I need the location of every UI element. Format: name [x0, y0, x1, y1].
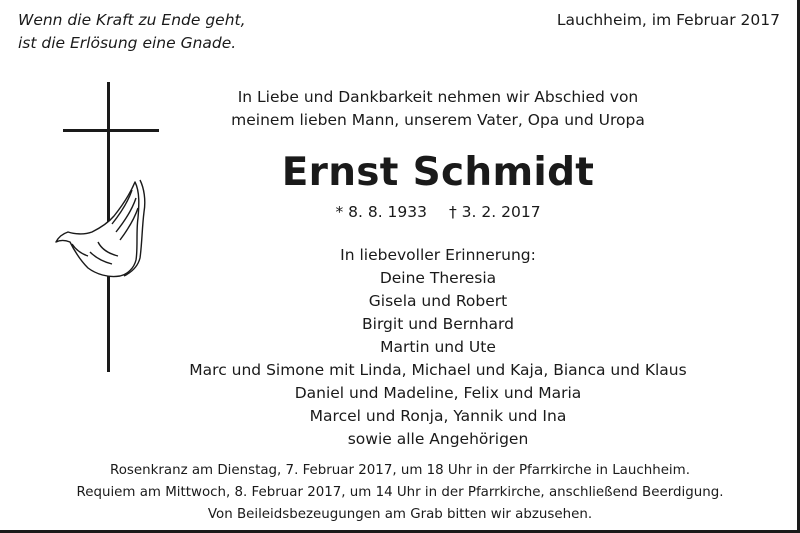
service-notice [0, 460, 800, 526]
mourner-line: Deine Theresia [379, 269, 497, 287]
notice-condolences: Von Beileidsbezeugungen am Grab bitten wir abzusehen. [207, 507, 593, 522]
mourner-line: Gisela und Robert [368, 292, 508, 310]
mourner-line: Birgit und Bernhard [362, 315, 514, 333]
mourner-line: Daniel und Madeline, Felix und Maria [294, 384, 582, 402]
quote-line-2: ist die Erlösung eine Gnade. [18, 34, 237, 52]
mourner-line: Marcel und Ronja, Yannik und Ina [309, 407, 567, 425]
life-dates [0, 201, 800, 224]
mourner-line: Marc und Simone mit Linda, Michael und Kaja, Bianca und Klaus [189, 361, 687, 379]
mourners-list [0, 244, 800, 451]
intro-line-1: In Liebe und Dankbarkeit nehmen wir Abschied von [237, 88, 639, 106]
death-date: † 3. 2. 2017 [449, 203, 541, 221]
mourners-heading: In liebevoller Erinnerung: [340, 246, 536, 264]
quote-line-1: Wenn die Kraft zu Ende geht, [18, 11, 246, 29]
header-quote [18, 9, 246, 55]
notice-requiem: Requiem am Mittwoch, 8. Februar 2017, um 14 Uhr in der Pfarrkirche, anschließend Beerdigung. [76, 485, 724, 500]
intro-line-2: meinem lieben Mann, unserem Vater, Opa und Uropa [231, 111, 645, 129]
place-date: Lauchheim, im Februar 2017 [556, 11, 780, 29]
mourner-line: Martin und Ute [380, 338, 496, 356]
notice-rosary: Rosenkranz am Dienstag, 7. Februar 2017, um 18 Uhr in der Pfarrkirche in Lauchheim. [110, 463, 690, 478]
intro-text [0, 86, 800, 132]
mourner-line: sowie alle Angehörigen [347, 430, 529, 448]
birth-date: * 8. 8. 1933 [335, 203, 427, 221]
deceased-name: Ernst Schmidt [281, 150, 595, 195]
